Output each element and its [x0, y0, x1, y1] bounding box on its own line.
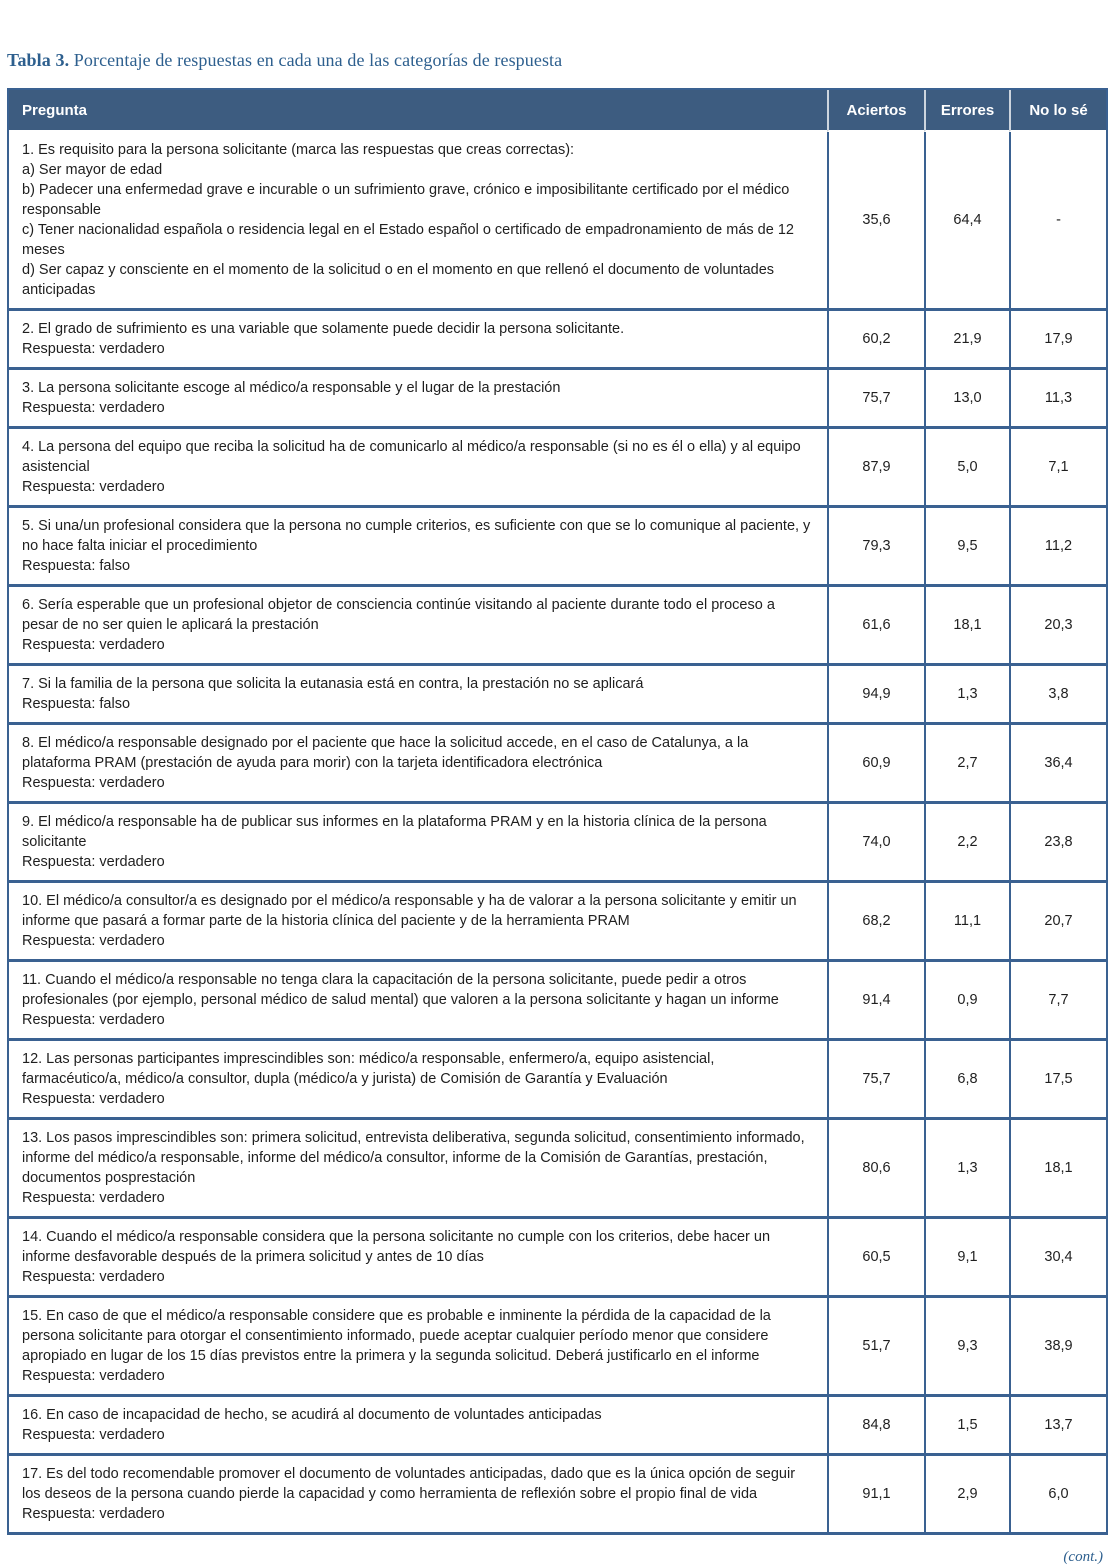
no-lo-se-cell: 7,1 [1009, 426, 1106, 505]
question-line: Respuesta: verdadero [22, 1506, 165, 1522]
question-line: Respuesta: verdadero [22, 775, 165, 791]
table-caption-label: Tabla 3. [7, 50, 70, 70]
col-header-no-lo-se: No lo sé [1009, 90, 1106, 132]
table-body [9, 132, 1106, 1532]
no-lo-se-cell: - [1009, 132, 1106, 308]
aciertos-cell: 91,4 [827, 959, 924, 1038]
question-cell [9, 367, 827, 426]
question-line: Respuesta: verdadero [22, 854, 165, 870]
question-line: Respuesta: verdadero [22, 1368, 165, 1384]
errores-cell: 13,0 [924, 367, 1009, 426]
col-header-aciertos: Aciertos [827, 90, 924, 132]
table-row [9, 367, 1106, 426]
aciertos-cell: 60,5 [827, 1216, 924, 1295]
errores-cell: 2,2 [924, 801, 1009, 880]
question-cell [9, 1453, 827, 1532]
errores-cell: 1,3 [924, 1117, 1009, 1216]
question-cell [9, 1295, 827, 1394]
question-line: 14. Cuando el médico/a responsable considera que la persona solicitante no cumple con los criterios, debe hacer un informe desfavorable después de la primera solicitud y antes de 10 días [22, 1229, 771, 1265]
table-row [9, 1394, 1106, 1453]
table-row [9, 1117, 1106, 1216]
question-line: Respuesta: verdadero [22, 933, 165, 949]
no-lo-se-cell: 36,4 [1009, 722, 1106, 801]
question-line: 16. En caso de incapacidad de hecho, se acudirá al documento de voluntades anticipadas [22, 1407, 602, 1423]
question-line: Respuesta: verdadero [22, 637, 165, 653]
table-row [9, 722, 1106, 801]
question-cell [9, 1038, 827, 1117]
question-cell [9, 132, 827, 308]
question-line: 2. El grado de sufrimiento es una variable que solamente puede decidir la persona solicitante. [22, 321, 625, 337]
question-cell [9, 308, 827, 367]
question-line: 3. La persona solicitante escoge al médico/a responsable y el lugar de la prestación [22, 380, 561, 396]
question-cell [9, 1394, 827, 1453]
aciertos-cell: 87,9 [827, 426, 924, 505]
question-line: Respuesta: falso [22, 558, 131, 574]
question-line: Respuesta: verdadero [22, 1012, 165, 1028]
aciertos-cell: 35,6 [827, 132, 924, 308]
table-row [9, 959, 1106, 1038]
question-line: 5. Si una/un profesional considera que la persona no cumple criterios, es suficiente con que se lo comunique al paciente, y no hace falta iniciar el procedimiento [22, 518, 811, 554]
question-line: Respuesta: verdadero [22, 1091, 165, 1107]
errores-cell: 2,9 [924, 1453, 1009, 1532]
question-line: d) Ser capaz y consciente en el momento de la solicitud o en el momento en que rellenó el documento de voluntades anticipadas [22, 262, 775, 298]
continuation-note: (cont.) [1063, 1549, 1103, 1565]
question-line: a) Ser mayor de edad [22, 162, 163, 178]
page [7, 0, 1105, 1566]
question-line: Respuesta: verdadero [22, 479, 165, 495]
errores-cell: 18,1 [924, 584, 1009, 663]
aciertos-cell: 60,9 [827, 722, 924, 801]
question-cell [9, 880, 827, 959]
table-row [9, 1038, 1106, 1117]
question-line: 8. El médico/a responsable designado por el paciente que hace la solicitud accede, en el caso de Catalunya, a la plataforma PRAM (prestación de ayuda para morir) con la tarjeta identificadora electrónica [22, 735, 749, 771]
no-lo-se-cell: 11,3 [1009, 367, 1106, 426]
question-line: 7. Si la familia de la persona que solicita la eutanasia está en contra, la prestación no se aplicará [22, 676, 644, 692]
no-lo-se-cell: 38,9 [1009, 1295, 1106, 1394]
no-lo-se-cell: 7,7 [1009, 959, 1106, 1038]
no-lo-se-cell: 3,8 [1009, 663, 1106, 722]
no-lo-se-cell: 11,2 [1009, 505, 1106, 584]
col-header-pregunta: Pregunta [9, 90, 827, 132]
question-line: 4. La persona del equipo que reciba la solicitud ha de comunicarlo al médico/a responsable (si no es él o ella) y al equipo asistencial [22, 439, 801, 475]
errores-cell: 21,9 [924, 308, 1009, 367]
table-row [9, 801, 1106, 880]
aciertos-cell: 80,6 [827, 1117, 924, 1216]
question-line: Respuesta: verdadero [22, 1427, 165, 1443]
table-row [9, 1295, 1106, 1394]
table-caption [7, 50, 1105, 71]
no-lo-se-cell: 20,3 [1009, 584, 1106, 663]
question-line: Respuesta: falso [22, 696, 131, 712]
question-line: 9. El médico/a responsable ha de publicar sus informes en la plataforma PRAM y en la historia clínica de la persona solicitante [22, 814, 767, 850]
question-line: Respuesta: verdadero [22, 1269, 165, 1285]
aciertos-cell: 75,7 [827, 1038, 924, 1117]
table-row [9, 426, 1106, 505]
header-row [9, 90, 1106, 132]
errores-cell: 11,1 [924, 880, 1009, 959]
question-line: 11. Cuando el médico/a responsable no tenga clara la capacitación de la persona solicitante, puede pedir a otros profesionales (por ejemplo, personal médico de salud mental) que valoren a la persona solicitante y hagan un informe [22, 972, 779, 1008]
errores-cell: 1,5 [924, 1394, 1009, 1453]
table-row [9, 1453, 1106, 1532]
errores-cell: 2,7 [924, 722, 1009, 801]
no-lo-se-cell: 18,1 [1009, 1117, 1106, 1216]
errores-cell: 6,8 [924, 1038, 1009, 1117]
table-row [9, 1216, 1106, 1295]
errores-cell: 5,0 [924, 426, 1009, 505]
no-lo-se-cell: 17,5 [1009, 1038, 1106, 1117]
table-row [9, 132, 1106, 308]
question-line: 10. El médico/a consultor/a es designado por el médico/a responsable y ha de valorar a la persona solicitante y emitir un informe que pasará a formar parte de la historia clínica del paciente y de la herramienta PRAM [22, 893, 797, 929]
aciertos-cell: 94,9 [827, 663, 924, 722]
aciertos-cell: 68,2 [827, 880, 924, 959]
errores-cell: 1,3 [924, 663, 1009, 722]
question-line: 17. Es del todo recomendable promover el documento de voluntades anticipadas, dado que es la única opción de seguir los deseos de la persona cuando pierde la capacidad y como herramienta de reflexión sobre el propio final de vida [22, 1466, 796, 1502]
results-table [7, 88, 1108, 1535]
question-cell [9, 584, 827, 663]
aciertos-cell: 75,7 [827, 367, 924, 426]
question-cell [9, 801, 827, 880]
aciertos-cell: 51,7 [827, 1295, 924, 1394]
question-line: Respuesta: verdadero [22, 341, 165, 357]
table-row [9, 584, 1106, 663]
no-lo-se-cell: 20,7 [1009, 880, 1106, 959]
question-line: 12. Las personas participantes imprescindibles son: médico/a responsable, enfermero/a, equipo asistencial, farmacéutico/a, médico/a consultor, dupla (médico/a y jurista) de Comisión de Garantía y Evaluación [22, 1051, 715, 1087]
aciertos-cell: 61,6 [827, 584, 924, 663]
aciertos-cell: 74,0 [827, 801, 924, 880]
table-row [9, 880, 1106, 959]
question-cell [9, 1117, 827, 1216]
table-caption-text: Porcentaje de respuestas en cada una de las categorías de respuesta [69, 50, 563, 70]
errores-cell: 9,3 [924, 1295, 1009, 1394]
col-header-errores: Errores [924, 90, 1009, 132]
no-lo-se-cell: 17,9 [1009, 308, 1106, 367]
no-lo-se-cell: 23,8 [1009, 801, 1106, 880]
question-line: Respuesta: verdadero [22, 400, 165, 416]
question-cell [9, 505, 827, 584]
no-lo-se-cell: 13,7 [1009, 1394, 1106, 1453]
question-cell [9, 1216, 827, 1295]
question-line: b) Padecer una enfermedad grave e incurable o un sufrimiento grave, crónico e imposibilitante certificado por el médico responsable [22, 182, 790, 218]
aciertos-cell: 79,3 [827, 505, 924, 584]
question-cell [9, 959, 827, 1038]
errores-cell: 0,9 [924, 959, 1009, 1038]
table-row [9, 308, 1106, 367]
errores-cell: 9,5 [924, 505, 1009, 584]
question-cell [9, 722, 827, 801]
question-line: 6. Sería esperable que un profesional objetor de consciencia continúe visitando al paciente durante todo el proceso a pesar de no ser quien le aplicará la prestación [22, 597, 775, 633]
errores-cell: 9,1 [924, 1216, 1009, 1295]
question-line: 15. En caso de que el médico/a responsable considere que es probable e inminente la pérdida de la capacidad de la persona solicitante para otorgar el consentimiento informado, puede aceptar cualquier período menor que considere apropiado en lugar de los 15 días previstos entre la primera y la segunda solicitud. Deberá justificarlo en el informe [22, 1308, 771, 1364]
aciertos-cell: 91,1 [827, 1453, 924, 1532]
errores-cell: 64,4 [924, 132, 1009, 308]
aciertos-cell: 60,2 [827, 308, 924, 367]
question-line: 13. Los pasos imprescindibles son: primera solicitud, entrevista deliberativa, segunda solicitud, consentimiento informado, informe del médico/a responsable, informe del médico/a consultor, informe de la Comisión de Garantías, prestación, documentos posprestación [22, 1130, 805, 1186]
no-lo-se-cell: 30,4 [1009, 1216, 1106, 1295]
aciertos-cell: 84,8 [827, 1394, 924, 1453]
question-line: 1. Es requisito para la persona solicitante (marca las respuestas que creas correctas): [22, 142, 575, 158]
table-row [9, 505, 1106, 584]
question-cell [9, 426, 827, 505]
no-lo-se-cell: 6,0 [1009, 1453, 1106, 1532]
question-cell [9, 663, 827, 722]
question-line: Respuesta: verdadero [22, 1190, 165, 1206]
question-line: c) Tener nacionalidad española o residencia legal en el Estado español o certificado de empadronamiento de más de 12 meses [22, 222, 794, 258]
table-row [9, 663, 1106, 722]
